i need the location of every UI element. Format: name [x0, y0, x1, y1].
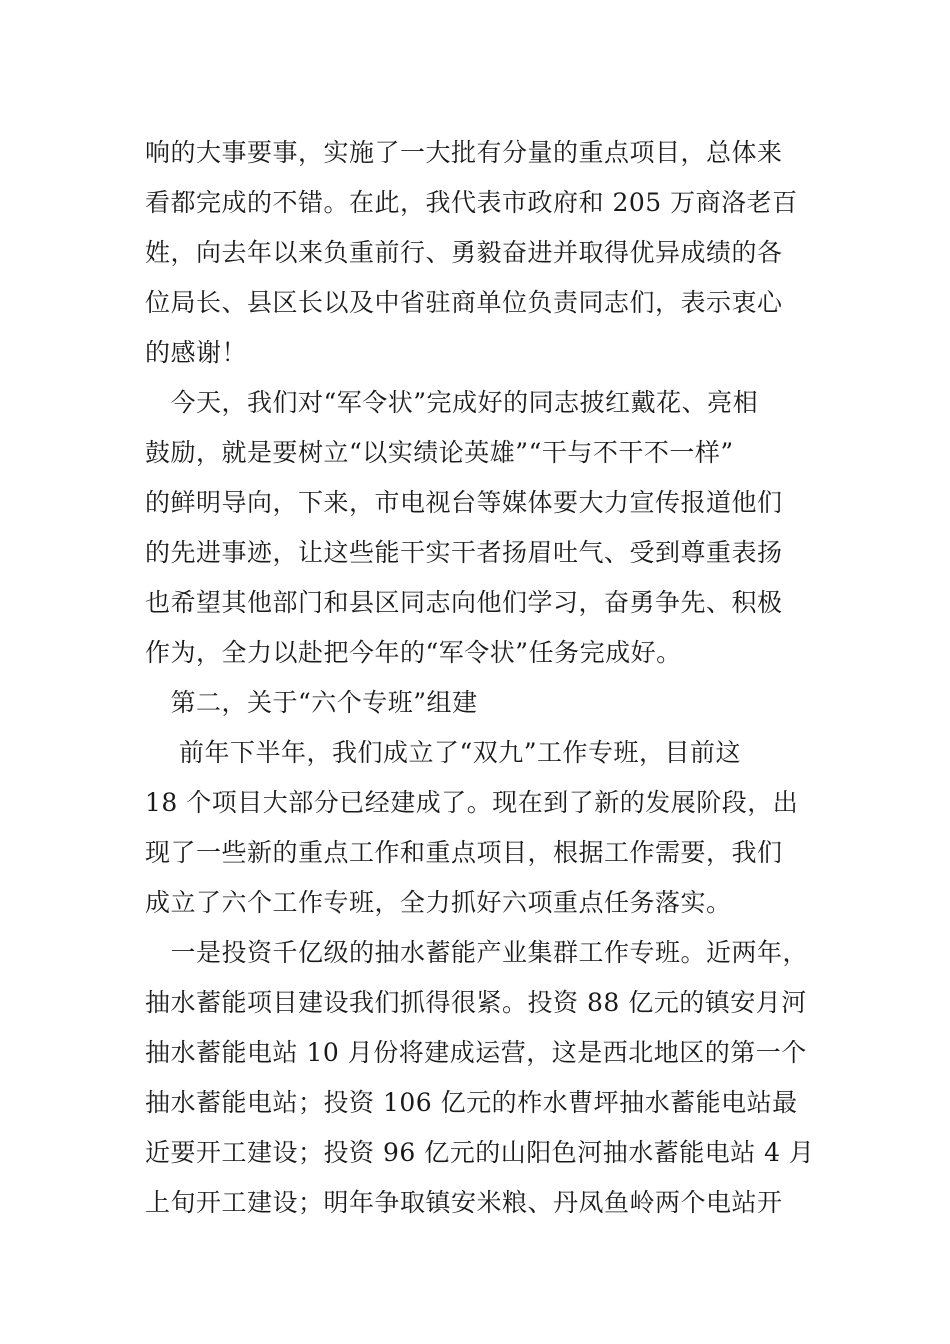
text-line: 今天，我们对“军令状”完成好的同志披红戴花、亮相 [145, 388, 759, 417]
text-line: 姓，向去年以来负重前行、勇毅奋进并取得优异成绩的各 [145, 238, 783, 267]
text-line: 上旬开工建设；明年争取镇安米粮、丹凤鱼岭两个电站开 [145, 1188, 783, 1217]
text-line: 抽水蓄能电站 10 月份将建成运营，这是西北地区的第一个 [145, 1038, 807, 1067]
text-line: 抽水蓄能电站；投资 106 亿元的柞水曹坪抽水蓄能电站最 [145, 1088, 798, 1117]
text-line: 18 个项目大部分已经建成了。现在到了新的发展阶段，出 [145, 788, 799, 817]
text-line: 鼓励，就是要树立“以实绩论英雄”“干与不干不一样” [145, 438, 734, 467]
text-line: 抽水蓄能项目建设我们抓得很紧。投资 88 亿元的镇安月河 [145, 988, 807, 1017]
text-line: 现了一些新的重点工作和重点项目，根据工作需要，我们 [145, 838, 783, 867]
text-line: 的鲜明导向，下来，市电视台等媒体要大力宣传报道他们 [145, 488, 783, 517]
text-line: 响的大事要事，实施了一大批有分量的重点项目，总体来 [145, 138, 783, 167]
text-line: 作为，全力以赴把今年的“军令状”任务完成好。 [145, 638, 682, 667]
text-line: 近要开工建设；投资 96 亿元的山阳色河抽水蓄能电站 4 月 [145, 1138, 815, 1167]
section-heading: 第二，关于“六个专班”组建 [145, 688, 478, 717]
body-text [145, 128, 825, 1228]
text-line: 也希望其他部门和县区同志向他们学习，奋勇争先、积极 [145, 588, 783, 617]
text-line: 的感谢！ [145, 338, 248, 367]
text-line: 成立了六个工作专班，全力抓好六项重点任务落实。 [145, 888, 732, 917]
text-line: 一是投资千亿级的抽水蓄能产业集群工作专班。近两年， [145, 938, 809, 967]
text-line: 看都完成的不错。在此，我代表市政府和 205 万商洛老百 [145, 188, 798, 217]
text-line: 前年下半年，我们成立了“双九”工作专班，目前这 [145, 738, 742, 767]
text-line: 位局长、县区长以及中省驻商单位负责同志们，表示衷心 [145, 288, 783, 317]
text-line: 的先进事迹，让这些能干实干者扬眉吐气、受到尊重表扬 [145, 538, 783, 567]
